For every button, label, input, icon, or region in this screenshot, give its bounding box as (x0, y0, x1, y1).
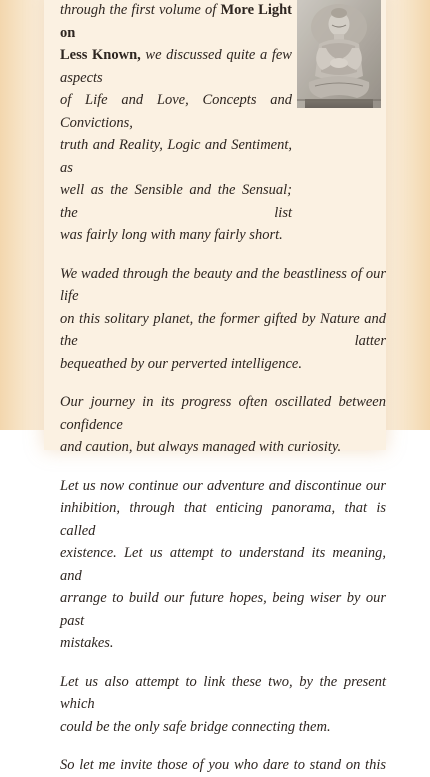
volume-title: More Light on (60, 2, 293, 41)
paragraph-3 (60, 391, 386, 459)
paragraph-4-line-4: arrange to build our future hopes, being wiser by our past (60, 590, 386, 629)
paragraph-4-line-3: existence. Let us attempt to understand its meaning, and (60, 545, 386, 584)
paragraph-1-line-6: was fairly long with many fairly short. (60, 227, 283, 243)
paragraph-5 (60, 671, 386, 739)
paragraph-6-line-1: So let me invite those of you who dare to stand on this (60, 757, 386, 773)
paragraph-2-line-1: We waded through the beauty and the beastliness of our life (60, 265, 386, 304)
book-body-text (60, 0, 386, 777)
paragraph-1-line-4: truth and Reality, Logic and Sentiment, as (60, 137, 292, 176)
paragraph-1-line-1: through the first volume of More Light on (60, 2, 293, 41)
paragraph-4-line-5: mistakes. (60, 635, 114, 651)
paragraph-4-line-2: inhibition, through that enticing panorama, that is called (60, 500, 386, 539)
paragraph-2-line-3: bequeathed by our perverted intelligence. (60, 355, 302, 372)
paragraph-1 (60, 0, 292, 247)
paragraph-2-line-2: on this solitary planet, the former gifted by Nature and the latter (60, 310, 386, 349)
paragraph-3-line-2: and caution, but always managed with curiosity. (60, 439, 342, 455)
paragraph-1-line-2: Less Known, we discussed quite a few aspects (60, 47, 292, 86)
paragraph-4-line-1: Let us now continue our adventure and discontinue our (60, 477, 386, 494)
paragraph-5-line-1: Let us also attempt to link these two, by the present which (60, 673, 386, 712)
paragraph-2 (60, 263, 386, 376)
paragraph-1-line-3: of Life and Love, Concepts and Convictions, (60, 92, 292, 131)
paragraph-5-line-2: could be the only safe bridge connecting them. (60, 718, 331, 735)
paragraph-3-line-1: Our journey in its progress often oscillated between confidence (60, 394, 386, 433)
paragraph-1-line-5: well as the Sensible and the Sensual; the list (60, 182, 292, 221)
paragraph-6 (60, 754, 386, 777)
volume-title-continued: Less Known, (60, 47, 141, 63)
paragraph-4 (60, 475, 386, 655)
